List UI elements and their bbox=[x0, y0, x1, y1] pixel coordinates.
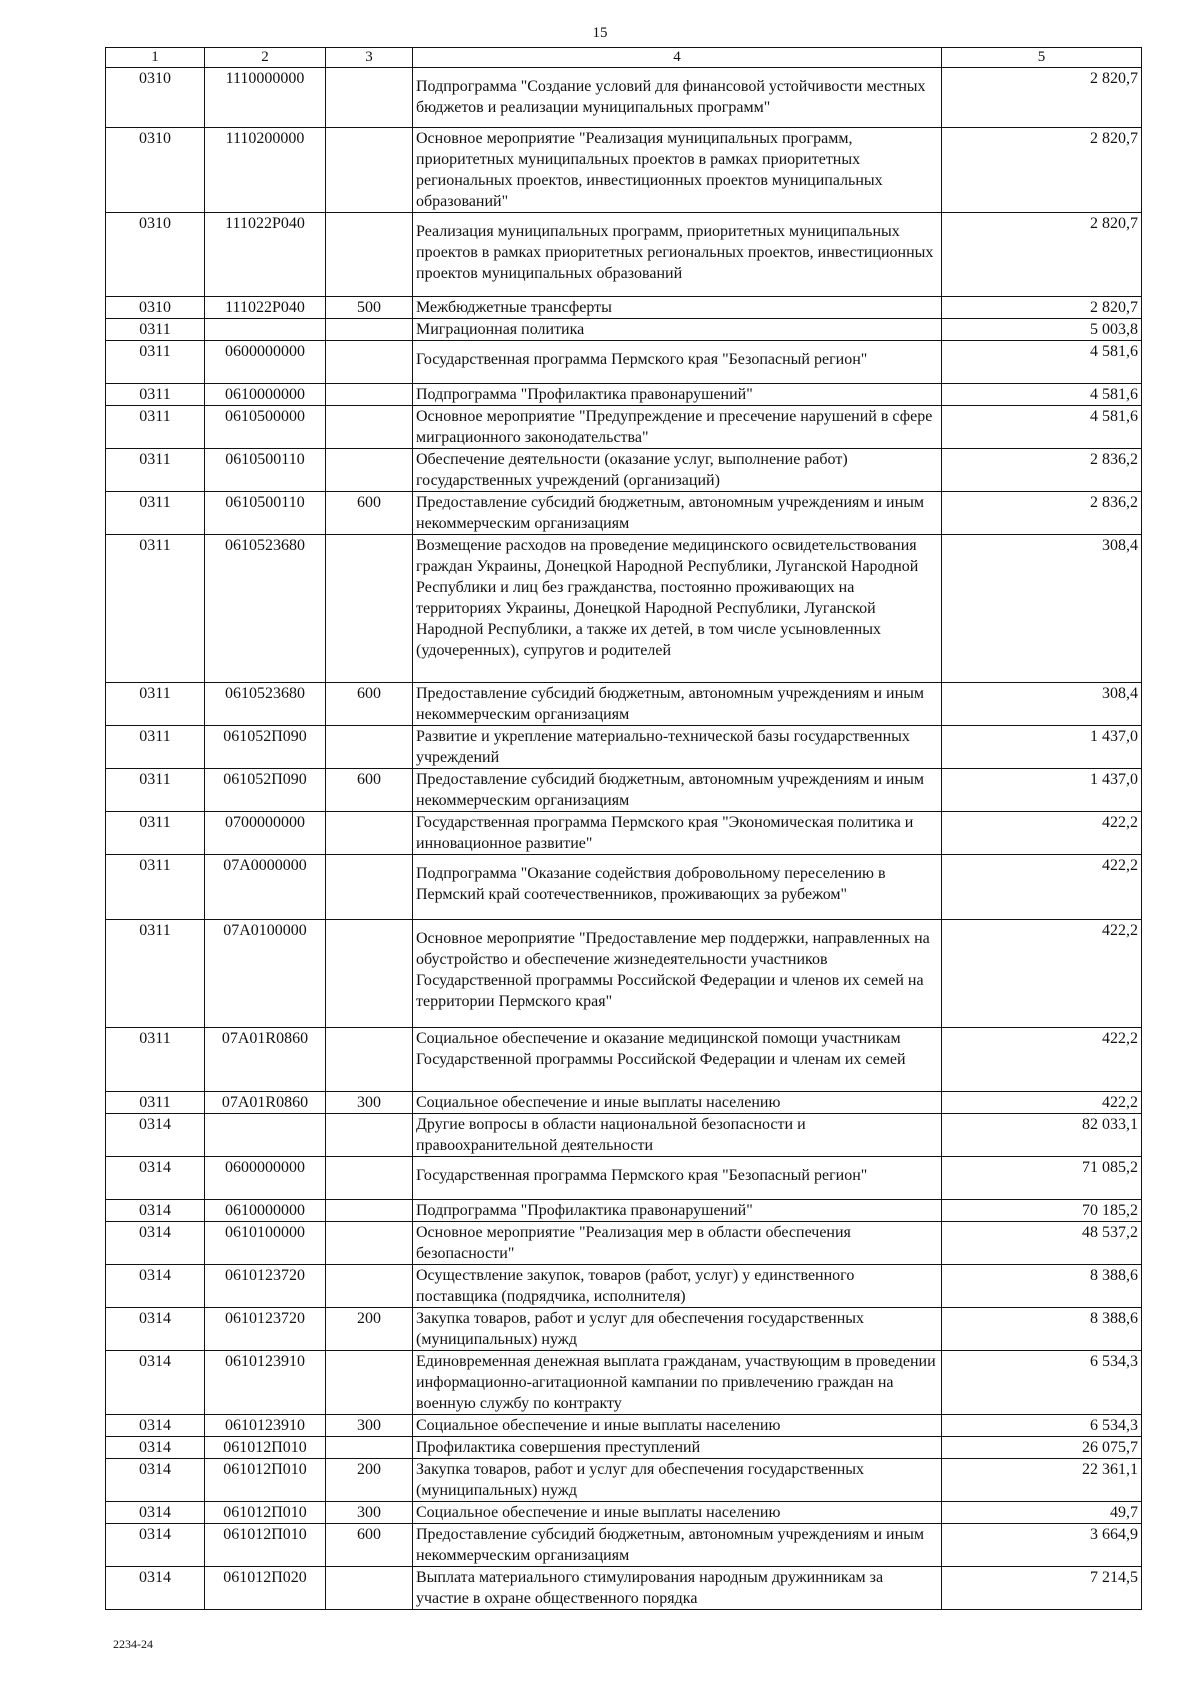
cell-amount: 2 836,2 bbox=[942, 492, 1142, 535]
cell-description: Предоставление субсидий бюджетным, автономным учреждениям и иным некоммерческим организациям bbox=[413, 492, 942, 535]
cell-description: Другие вопросы в области национальной безопасности и правоохранительной деятельности bbox=[413, 1114, 942, 1157]
header-col-1: 1 bbox=[106, 48, 205, 68]
cell-section-code: 0311 bbox=[106, 855, 205, 920]
cell-target-article-code: 0610500000 bbox=[205, 406, 326, 449]
cell-expense-type-code bbox=[326, 406, 413, 449]
cell-target-article-code: 0610500110 bbox=[205, 449, 326, 492]
table-row bbox=[106, 384, 1142, 406]
table-row bbox=[106, 769, 1142, 812]
cell-description: Социальное обеспечение и иные выплаты населению bbox=[413, 1415, 942, 1437]
cell-section-code: 0311 bbox=[106, 341, 205, 384]
cell-target-article-code: 0610123720 bbox=[205, 1265, 326, 1308]
cell-amount: 70 185,2 bbox=[942, 1200, 1142, 1222]
cell-amount: 5 003,8 bbox=[942, 319, 1142, 341]
cell-target-article-code: 0610000000 bbox=[205, 384, 326, 406]
cell-amount: 4 581,6 bbox=[942, 406, 1142, 449]
cell-expense-type-code bbox=[326, 855, 413, 920]
cell-description: Единовременная денежная выплата гражданам, участвующим в проведении информационно-агитационной кампании по привлечению граждан на военную службу по контракту bbox=[413, 1351, 942, 1415]
cell-description: Основное мероприятие "Предоставление мер поддержки, направленных на обустройство и обеспечение жизнедеятельности участников Государственной программы Российской Федерации и членов их семей на территории Пермского края" bbox=[413, 920, 942, 1028]
cell-target-article-code: 1110200000 bbox=[205, 128, 326, 213]
table-row bbox=[106, 1157, 1142, 1200]
cell-expense-type-code bbox=[326, 1157, 413, 1200]
table-row bbox=[106, 1502, 1142, 1524]
cell-amount: 2 836,2 bbox=[942, 449, 1142, 492]
cell-description: Осуществление закупок, товаров (работ, услуг) у единственного поставщика (подрядчика, исполнителя) bbox=[413, 1265, 942, 1308]
cell-description: Межбюджетные трансферты bbox=[413, 297, 942, 319]
cell-expense-type-code bbox=[326, 1567, 413, 1610]
cell-section-code: 0311 bbox=[106, 406, 205, 449]
table-row bbox=[106, 1092, 1142, 1114]
cell-section-code: 0310 bbox=[106, 297, 205, 319]
cell-section-code: 0311 bbox=[106, 384, 205, 406]
cell-section-code: 0314 bbox=[106, 1567, 205, 1610]
cell-target-article-code: 0610523680 bbox=[205, 683, 326, 726]
cell-section-code: 0311 bbox=[106, 812, 205, 855]
cell-amount: 422,2 bbox=[942, 812, 1142, 855]
cell-target-article-code bbox=[205, 319, 326, 341]
cell-target-article-code: 061052П090 bbox=[205, 769, 326, 812]
table-body bbox=[106, 68, 1142, 1610]
cell-amount: 26 075,7 bbox=[942, 1437, 1142, 1459]
cell-description: Государственная программа Пермского края "Безопасный регион" bbox=[413, 341, 942, 384]
cell-expense-type-code bbox=[326, 213, 413, 297]
cell-amount: 82 033,1 bbox=[942, 1114, 1142, 1157]
page-number: 15 bbox=[592, 25, 608, 41]
cell-description: Предоставление субсидий бюджетным, автономным учреждениям и иным некоммерческим организациям bbox=[413, 683, 942, 726]
table-row bbox=[106, 1028, 1142, 1092]
cell-section-code: 0311 bbox=[106, 726, 205, 769]
cell-target-article-code: 0600000000 bbox=[205, 341, 326, 384]
cell-amount: 8 388,6 bbox=[942, 1308, 1142, 1351]
cell-target-article-code: 061012П010 bbox=[205, 1524, 326, 1567]
cell-description: Социальное обеспечение и оказание медицинской помощи участникам Государственной программы Российской Федерации и членам их семей bbox=[413, 1028, 942, 1092]
cell-target-article-code: 061012П010 bbox=[205, 1502, 326, 1524]
cell-section-code: 0310 bbox=[106, 68, 205, 128]
table-row bbox=[106, 1222, 1142, 1265]
table-row bbox=[106, 1459, 1142, 1502]
cell-expense-type-code: 500 bbox=[326, 297, 413, 319]
cell-description: Социальное обеспечение и иные выплаты населению bbox=[413, 1502, 942, 1524]
cell-target-article-code: 0610123910 bbox=[205, 1351, 326, 1415]
table-row bbox=[106, 319, 1142, 341]
cell-expense-type-code bbox=[326, 1437, 413, 1459]
cell-target-article-code: 111022Р040 bbox=[205, 213, 326, 297]
cell-section-code: 0311 bbox=[106, 535, 205, 683]
cell-description: Предоставление субсидий бюджетным, автономным учреждениям и иным некоммерческим организациям bbox=[413, 1524, 942, 1567]
cell-amount: 3 664,9 bbox=[942, 1524, 1142, 1567]
cell-section-code: 0314 bbox=[106, 1502, 205, 1524]
cell-section-code: 0314 bbox=[106, 1308, 205, 1351]
cell-description: Миграционная политика bbox=[413, 319, 942, 341]
cell-amount: 22 361,1 bbox=[942, 1459, 1142, 1502]
cell-section-code: 0311 bbox=[106, 769, 205, 812]
cell-target-article-code: 0610000000 bbox=[205, 1200, 326, 1222]
cell-expense-type-code bbox=[326, 319, 413, 341]
table-row bbox=[106, 492, 1142, 535]
cell-section-code: 0314 bbox=[106, 1524, 205, 1567]
cell-expense-type-code bbox=[326, 384, 413, 406]
table-row bbox=[106, 812, 1142, 855]
table-header-row bbox=[106, 48, 1142, 68]
cell-target-article-code: 0610500110 bbox=[205, 492, 326, 535]
cell-amount: 4 581,6 bbox=[942, 341, 1142, 384]
cell-section-code: 0311 bbox=[106, 449, 205, 492]
cell-description: Подпрограмма "Профилактика правонарушений" bbox=[413, 1200, 942, 1222]
cell-expense-type-code: 300 bbox=[326, 1092, 413, 1114]
table-row bbox=[106, 1437, 1142, 1459]
cell-target-article-code: 111022Р040 bbox=[205, 297, 326, 319]
cell-expense-type-code bbox=[326, 128, 413, 213]
cell-section-code: 0314 bbox=[106, 1222, 205, 1265]
cell-description: Закупка товаров, работ и услуг для обеспечения государственных (муниципальных) нужд bbox=[413, 1308, 942, 1351]
cell-description: Подпрограмма "Профилактика правонарушений" bbox=[413, 384, 942, 406]
cell-expense-type-code: 600 bbox=[326, 1524, 413, 1567]
table-row bbox=[106, 920, 1142, 1028]
cell-description: Государственная программа Пермского края "Безопасный регион" bbox=[413, 1157, 942, 1200]
table-row bbox=[106, 213, 1142, 297]
table-row bbox=[106, 855, 1142, 920]
cell-description: Обеспечение деятельности (оказание услуг, выполнение работ) государственных учреждений (организаций) bbox=[413, 449, 942, 492]
cell-description: Основное мероприятие "Реализация мер в области обеспечения безопасности" bbox=[413, 1222, 942, 1265]
table-row bbox=[106, 1524, 1142, 1567]
cell-section-code: 0311 bbox=[106, 683, 205, 726]
table-row bbox=[106, 1308, 1142, 1351]
cell-expense-type-code bbox=[326, 1265, 413, 1308]
cell-section-code: 0314 bbox=[106, 1351, 205, 1415]
cell-expense-type-code: 200 bbox=[326, 1308, 413, 1351]
cell-description: Подпрограмма "Оказание содействия добровольному переселению в Пермский край соотечественников, проживающих за рубежом" bbox=[413, 855, 942, 920]
table-row bbox=[106, 1114, 1142, 1157]
cell-target-article-code: 061012П020 bbox=[205, 1567, 326, 1610]
cell-description: Подпрограмма "Создание условий для финансовой устойчивости местных бюджетов и реализации муниципальных программ" bbox=[413, 68, 942, 128]
cell-expense-type-code: 600 bbox=[326, 683, 413, 726]
cell-amount: 1 437,0 bbox=[942, 726, 1142, 769]
cell-amount: 422,2 bbox=[942, 855, 1142, 920]
cell-amount: 308,4 bbox=[942, 535, 1142, 683]
cell-amount: 2 820,7 bbox=[942, 213, 1142, 297]
cell-target-article-code: 0610123910 bbox=[205, 1415, 326, 1437]
cell-expense-type-code bbox=[326, 1222, 413, 1265]
cell-target-article-code: 0610523680 bbox=[205, 535, 326, 683]
table-row bbox=[106, 726, 1142, 769]
cell-expense-type-code bbox=[326, 726, 413, 769]
cell-amount: 2 820,7 bbox=[942, 128, 1142, 213]
cell-section-code: 0314 bbox=[106, 1437, 205, 1459]
cell-expense-type-code: 300 bbox=[326, 1502, 413, 1524]
cell-expense-type-code bbox=[326, 449, 413, 492]
cell-expense-type-code bbox=[326, 812, 413, 855]
cell-description: Профилактика совершения преступлений bbox=[413, 1437, 942, 1459]
cell-amount: 49,7 bbox=[942, 1502, 1142, 1524]
cell-expense-type-code: 300 bbox=[326, 1415, 413, 1437]
cell-description: Развитие и укрепление материально-технической базы государственных учреждений bbox=[413, 726, 942, 769]
cell-description: Социальное обеспечение и иные выплаты населению bbox=[413, 1092, 942, 1114]
cell-description: Основное мероприятие "Реализация муниципальных программ, приоритетных муниципальных проектов в рамках приоритетных региональных проектов, инвестиционных проектов муниципальных образований" bbox=[413, 128, 942, 213]
cell-amount: 8 388,6 bbox=[942, 1265, 1142, 1308]
cell-expense-type-code bbox=[326, 535, 413, 683]
cell-amount: 422,2 bbox=[942, 1092, 1142, 1114]
cell-expense-type-code bbox=[326, 1028, 413, 1092]
cell-amount: 308,4 bbox=[942, 683, 1142, 726]
cell-section-code: 0314 bbox=[106, 1265, 205, 1308]
table-row bbox=[106, 535, 1142, 683]
cell-description: Государственная программа Пермского края "Экономическая политика и инновационное развитие" bbox=[413, 812, 942, 855]
budget-table bbox=[105, 47, 1142, 1610]
cell-target-article-code: 061012П010 bbox=[205, 1459, 326, 1502]
cell-description: Реализация муниципальных программ, приоритетных муниципальных проектов в рамках приоритетных региональных проектов, инвестиционных проектов муниципальных образований bbox=[413, 213, 942, 297]
cell-expense-type-code bbox=[326, 1200, 413, 1222]
cell-expense-type-code: 200 bbox=[326, 1459, 413, 1502]
cell-target-article-code: 1110000000 bbox=[205, 68, 326, 128]
table-row bbox=[106, 68, 1142, 128]
table-row bbox=[106, 449, 1142, 492]
cell-expense-type-code bbox=[326, 1351, 413, 1415]
cell-target-article-code bbox=[205, 1114, 326, 1157]
cell-amount: 422,2 bbox=[942, 920, 1142, 1028]
table-row bbox=[106, 128, 1142, 213]
header-col-5: 5 bbox=[942, 48, 1142, 68]
cell-description: Возмещение расходов на проведение медицинского освидетельствования граждан Украины, Донецкой Народной Республики, Луганской Народной Республики и лиц без гражданства, постоянно проживающих на территориях Украины, Донецкой Народной Республики, Луганской Народной Республики, а также их детей, в том числе усыновленных (удочеренных), супругов и родителей bbox=[413, 535, 942, 683]
cell-target-article-code: 07А01R0860 bbox=[205, 1092, 326, 1114]
cell-amount: 2 820,7 bbox=[942, 297, 1142, 319]
cell-section-code: 0314 bbox=[106, 1415, 205, 1437]
cell-section-code: 0314 bbox=[106, 1114, 205, 1157]
table-row bbox=[106, 297, 1142, 319]
cell-section-code: 0314 bbox=[106, 1157, 205, 1200]
table-row bbox=[106, 1265, 1142, 1308]
cell-amount: 4 581,6 bbox=[942, 384, 1142, 406]
cell-expense-type-code bbox=[326, 68, 413, 128]
cell-target-article-code: 0700000000 bbox=[205, 812, 326, 855]
cell-target-article-code: 061052П090 bbox=[205, 726, 326, 769]
footer-document-code: 2234-24 bbox=[113, 1637, 153, 1651]
cell-amount: 2 820,7 bbox=[942, 68, 1142, 128]
cell-expense-type-code: 600 bbox=[326, 769, 413, 812]
cell-section-code: 0311 bbox=[106, 920, 205, 1028]
cell-description: Предоставление субсидий бюджетным, автономным учреждениям и иным некоммерческим организациям bbox=[413, 769, 942, 812]
cell-target-article-code: 07А0100000 bbox=[205, 920, 326, 1028]
cell-target-article-code: 0610100000 bbox=[205, 1222, 326, 1265]
cell-amount: 6 534,3 bbox=[942, 1415, 1142, 1437]
cell-target-article-code: 061012П010 bbox=[205, 1437, 326, 1459]
cell-amount: 71 085,2 bbox=[942, 1157, 1142, 1200]
cell-target-article-code: 07А0000000 bbox=[205, 855, 326, 920]
table-row bbox=[106, 1200, 1142, 1222]
cell-target-article-code: 0600000000 bbox=[205, 1157, 326, 1200]
header-col-3: 3 bbox=[326, 48, 413, 68]
cell-target-article-code: 0610123720 bbox=[205, 1308, 326, 1351]
cell-expense-type-code bbox=[326, 920, 413, 1028]
cell-target-article-code: 07А01R0860 bbox=[205, 1028, 326, 1092]
cell-section-code: 0314 bbox=[106, 1459, 205, 1502]
table-row bbox=[106, 683, 1142, 726]
cell-amount: 6 534,3 bbox=[942, 1351, 1142, 1415]
header-col-4: 4 bbox=[413, 48, 942, 68]
table-row bbox=[106, 1567, 1142, 1610]
cell-description: Основное мероприятие "Предупреждение и пресечение нарушений в сфере миграционного законодательства" bbox=[413, 406, 942, 449]
cell-amount: 422,2 bbox=[942, 1028, 1142, 1092]
cell-amount: 48 537,2 bbox=[942, 1222, 1142, 1265]
cell-section-code: 0311 bbox=[106, 1028, 205, 1092]
cell-section-code: 0310 bbox=[106, 128, 205, 213]
cell-section-code: 0310 bbox=[106, 213, 205, 297]
cell-description: Выплата материального стимулирования народным дружинникам за участие в охране общественного порядка bbox=[413, 1567, 942, 1610]
cell-section-code: 0311 bbox=[106, 492, 205, 535]
cell-section-code: 0311 bbox=[106, 319, 205, 341]
cell-amount: 1 437,0 bbox=[942, 769, 1142, 812]
table-row bbox=[106, 406, 1142, 449]
cell-expense-type-code bbox=[326, 341, 413, 384]
table-row bbox=[106, 1351, 1142, 1415]
cell-description: Закупка товаров, работ и услуг для обеспечения государственных (муниципальных) нужд bbox=[413, 1459, 942, 1502]
table-row bbox=[106, 341, 1142, 384]
table-row bbox=[106, 1415, 1142, 1437]
cell-expense-type-code bbox=[326, 1114, 413, 1157]
cell-expense-type-code: 600 bbox=[326, 492, 413, 535]
cell-section-code: 0314 bbox=[106, 1200, 205, 1222]
cell-section-code: 0311 bbox=[106, 1092, 205, 1114]
header-col-2: 2 bbox=[205, 48, 326, 68]
cell-amount: 7 214,5 bbox=[942, 1567, 1142, 1610]
